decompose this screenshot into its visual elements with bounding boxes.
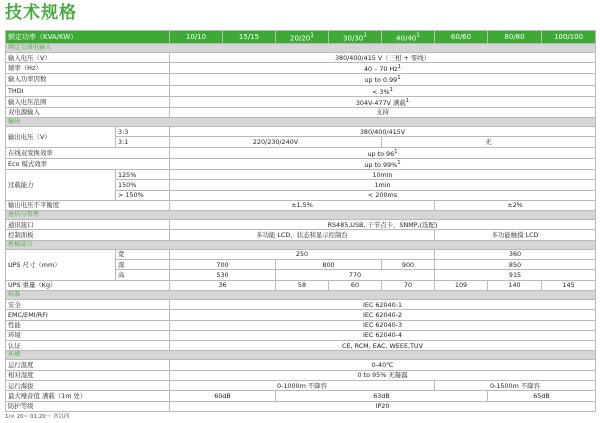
- spec-table: [5, 30, 596, 412]
- row-comm-ports: 通讯接口 RS485,USB, 干节点卡，SNMP,(选配): [6, 220, 596, 230]
- header-label: 额定功率（KVA/KW）: [6, 31, 170, 44]
- row-input-voltage: 输入电压（V） 380/400/415 V（三相 + 零线）: [6, 53, 596, 63]
- model-30: $30/30^1$: [329, 31, 382, 44]
- section-input: 额定交流电输入: [6, 44, 596, 53]
- row-weight: UPS 重量（Kg） 36 58 60 70 109 140 145: [6, 280, 596, 290]
- section-environment: 环境: [6, 351, 596, 360]
- section-output: 输出: [6, 118, 596, 127]
- row-std-env: 环境 IEC 62040-4: [6, 330, 596, 340]
- row-std-cert: 认证 CE, RCM, EAC, WEEE,TUV: [6, 341, 596, 351]
- model-20: $20/20^1$: [276, 31, 329, 44]
- row-input-range: 输入电压范围 304V-477V 满载$^1$: [6, 96, 596, 107]
- row-output-voltage-33: 输出电压（V） 3:3 380/400/415V: [6, 127, 596, 137]
- model-10: 10/10: [170, 31, 223, 44]
- row-size-width: UPS 尺寸（mm） 宽 250 360: [6, 249, 596, 259]
- row-overload-gt150: > 150% < 200ms: [6, 190, 596, 200]
- model-100: 100/100: [542, 31, 596, 44]
- model-40: $40/40^1$: [382, 31, 435, 44]
- footnote: 1/∞ 20~ 01.20～ Ｂ以四: [5, 414, 70, 420]
- header-row: [6, 31, 596, 44]
- row-size-height: 高 530 770 915: [6, 270, 596, 280]
- row-env-temp: 运行温度 0-40℃: [6, 360, 596, 370]
- section-standards: 标准: [6, 290, 596, 299]
- row-env-noise: 最大噪音值 满载（1m 处） 60dB 63dB 65dB: [6, 391, 596, 401]
- row-input-freq: 频率（Hz） 40 – 70 Hz$^1$: [6, 63, 596, 74]
- row-env-ip: 防护等级 IP20: [6, 401, 596, 411]
- row-std-safety: 安全 IEC 62040-1: [6, 299, 596, 309]
- row-comm-panel: 控制面板 多功能 LCD，状态和显示控制台 多功能触摸 LCD: [6, 230, 596, 240]
- row-unbalance: 输出电压不平衡度 ±1.5% ±2%: [6, 200, 596, 210]
- row-std-perf: 性能 IEC 62040-3: [6, 320, 596, 330]
- model-60: 60/60: [435, 31, 488, 44]
- row-input-dual: 双电源输入 支持: [6, 107, 596, 117]
- row-env-altitude: 运行海拔 0-1000m 不降容 0-1500m 不降容: [6, 380, 596, 390]
- row-eff-eco: Eco 模式效率 up to 99%$^1$: [6, 158, 596, 169]
- section-mech: 机械部分: [6, 240, 596, 249]
- row-input-thdi: THDI < 3%$^1$: [6, 85, 596, 96]
- model-80: 80/80: [488, 31, 542, 44]
- row-std-emc: EMC/EMI/RFI IEC 62040-2: [6, 310, 596, 320]
- row-size-depth: 深 700 800 900 850: [6, 260, 596, 270]
- row-overload-150: 150% 1min: [6, 180, 596, 190]
- row-eff-online: 在线双变换效率 up to $96^1$: [6, 147, 596, 158]
- section-comm: 通信与管理: [6, 211, 596, 220]
- row-env-humidity: 相对湿度 0 to 95% 无凝露: [6, 370, 596, 380]
- row-input-pf: 输入功率因数 up to 0.99$^1$: [6, 74, 596, 85]
- row-overload-125: 过载能力 125% 10min: [6, 169, 596, 179]
- row-output-voltage-31: 3:1 220/230/240V 无: [6, 137, 596, 147]
- page-title: 技术规格: [5, 3, 77, 23]
- model-15: 15/15: [223, 31, 276, 44]
